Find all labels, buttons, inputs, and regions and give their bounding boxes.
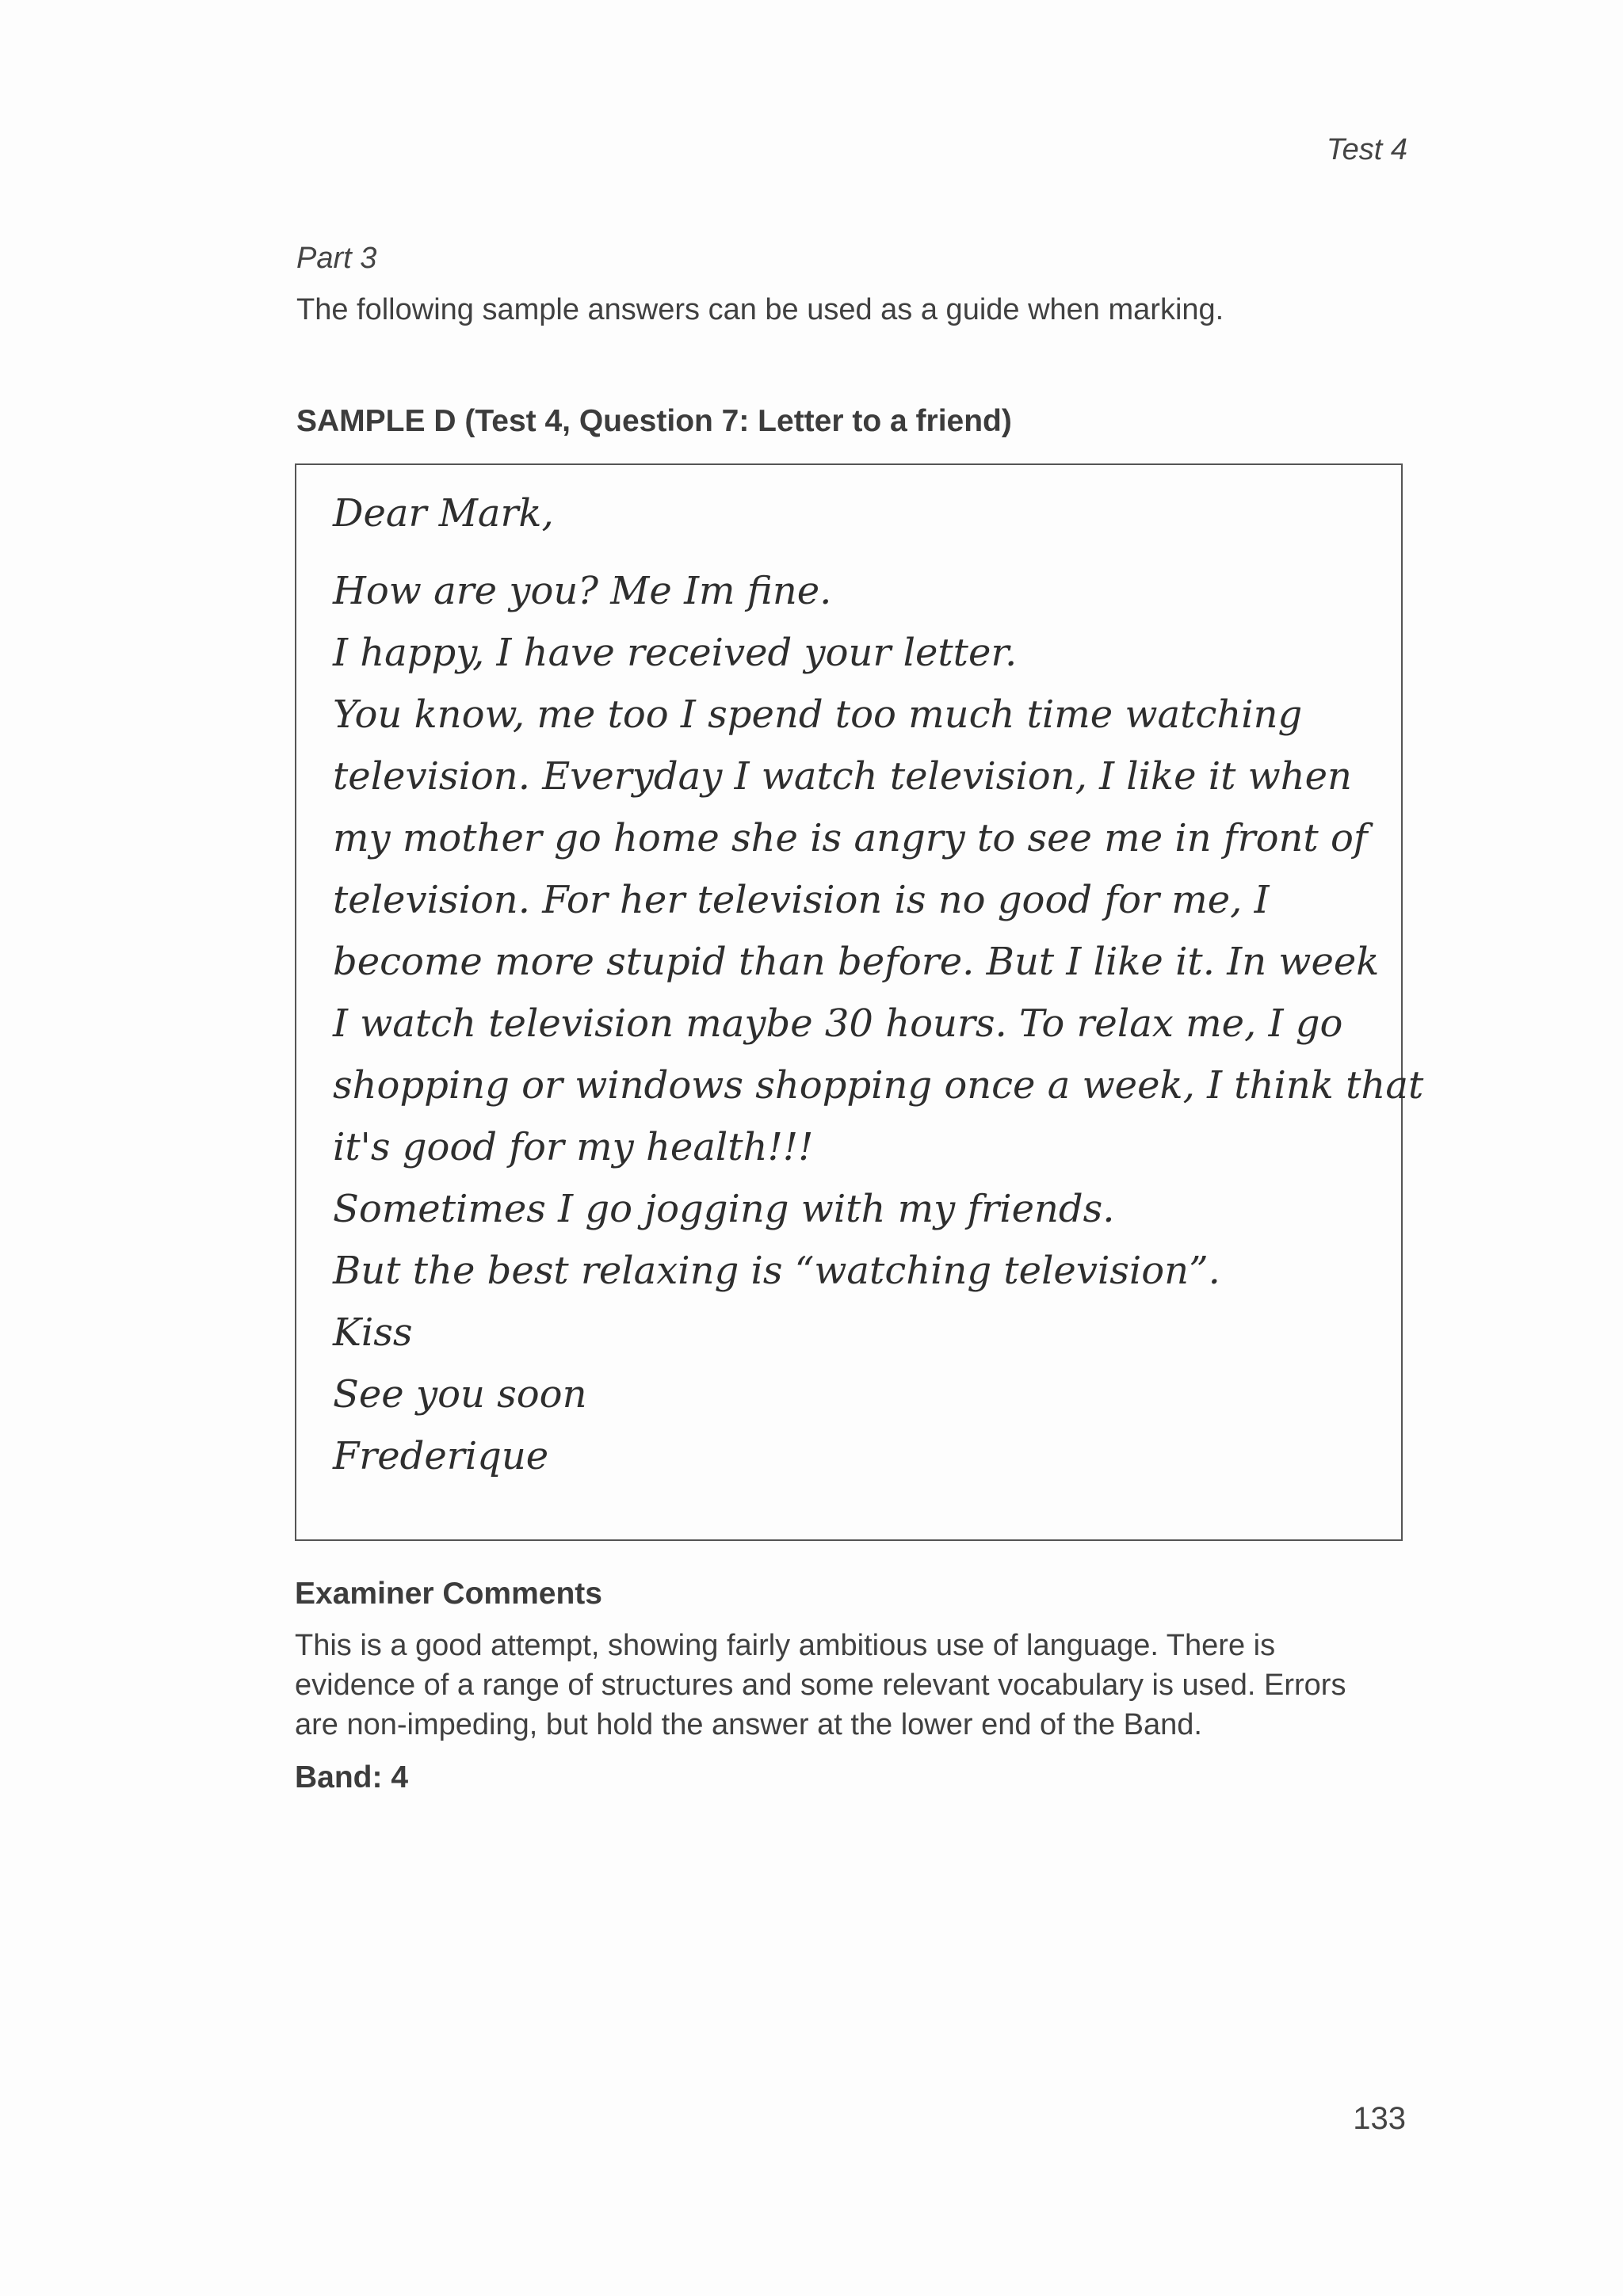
examiner-comments-heading: Examiner Comments [295, 1577, 602, 1611]
comment-line: are non-impeding, but hold the answer at the lower end of the Band. [295, 1708, 1202, 1741]
page-number: 133 [1353, 2101, 1406, 2136]
letter-signature: Frederique [333, 1434, 549, 1478]
band-score: Band: 4 [295, 1760, 409, 1794]
handwritten-letter [333, 482, 1424, 1487]
letter-line: shopping or windows shopping once a week, I think that [333, 1063, 1424, 1108]
letter-greeting: Dear Mark, [333, 491, 554, 536]
letter-closing: See you soon [333, 1372, 587, 1417]
letter-closing: Kiss [333, 1310, 413, 1355]
letter-line: become more stupid than before. But I like it. In week [333, 940, 1380, 984]
sample-heading: SAMPLE D (Test 4, Question 7: Letter to a friend) [296, 404, 1012, 438]
letter-line: television. For her television is no good for me, I [333, 878, 1270, 922]
intro-text: The following sample answers can be used as a guide when marking. [296, 293, 1224, 326]
letter-line: I happy, I have received your letter. [333, 631, 1018, 675]
letter-line: You know, me too I spend too much time watching [333, 692, 1303, 737]
letter-line: television. Everyday I watch television, I like it when [333, 754, 1352, 799]
letter-line: it's good for my health!!! [333, 1125, 814, 1169]
letter-line: Sometimes I go jogging with my friends. [333, 1187, 1115, 1231]
running-head: Test 4 [1326, 133, 1407, 166]
comment-line: evidence of a range of structures and some relevant vocabulary is used. Errors [295, 1669, 1346, 1702]
letter-line: But the best relaxing is “watching television”. [333, 1249, 1220, 1293]
letter-line: I watch television maybe 30 hours. To relax me, I go [333, 1001, 1343, 1046]
letter-line: How are you? Me Im fine. [333, 569, 832, 613]
handwritten-letter-box [295, 463, 1424, 1541]
letter-line: my mother go home she is angry to see me in front of [333, 816, 1368, 860]
part-label: Part 3 [296, 242, 377, 275]
examiner-comments-text [295, 1626, 1420, 1745]
comment-line: This is a good attempt, showing fairly ambitious use of language. There is [295, 1629, 1276, 1662]
